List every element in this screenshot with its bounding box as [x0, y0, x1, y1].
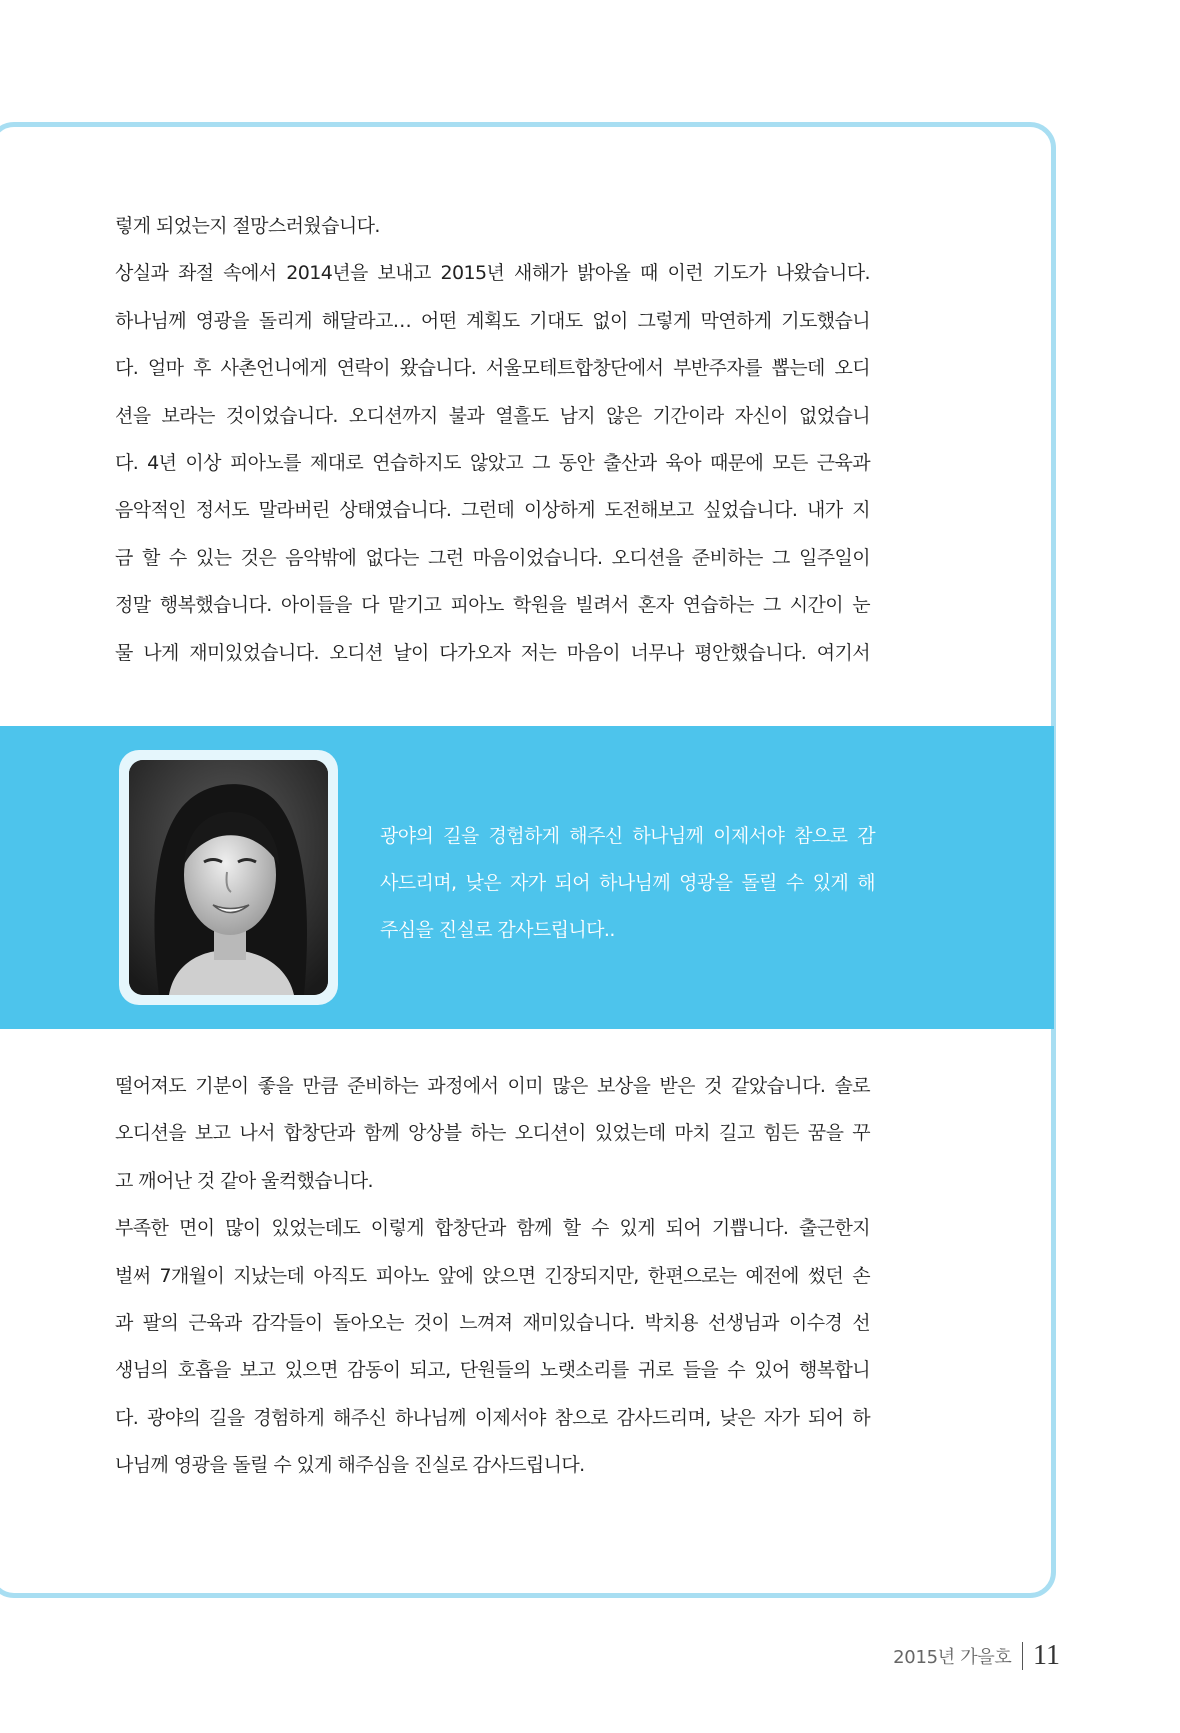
text-line: 다. 4년 이상 피아노를 제대로 연습하지도 않았고 그 동안 출산과 육아 때문에 모든 근육과 [115, 452, 870, 475]
text-line: 다. 얼마 후 사촌언니에게 연락이 왔습니다. 서울모테트합창단에서 부반주자를 뽑는데 오디 [115, 357, 870, 380]
footer-divider [1022, 1642, 1024, 1670]
text-line: 션을 보라는 것이었습니다. 오디션까지 불과 열흘도 남지 않은 기간이라 자신이 없었습니 [115, 404, 870, 427]
issue-label: 2015년 가을호 [893, 1647, 1012, 1668]
top-paragraph [115, 203, 870, 677]
text-line: 렇게 되었는지 절망스러웠습니다. [115, 215, 380, 237]
text-line: 고 깨어난 것 같아 울컥했습니다. [115, 1169, 374, 1192]
text-line: 과 팔의 근육과 감각들이 돌아오는 것이 느껴져 재미있습니다. 박치용 선생님과 이수경 선 [115, 1312, 870, 1335]
page-footer [893, 1640, 1060, 1672]
text-line: 생님의 호흡을 보고 있으면 감동이 되고, 단원들의 노랫소리를 귀로 들을 수 있어 행복합니 [115, 1359, 870, 1382]
text-line: 금 할 수 있는 것은 음악밖에 없다는 그런 마음이었습니다. 오디션을 준비하는 그 일주일이 [115, 546, 870, 569]
bottom-paragraph [115, 1063, 870, 1490]
text-line: 오디션을 보고 나서 합창단과 함께 앙상블 하는 오디션이 있었는데 마치 길고 힘든 꿈을 꾸 [115, 1122, 870, 1145]
text-line: 떨어져도 기분이 좋을 만큼 준비하는 과정에서 이미 많은 보상을 받은 것 같았습니다. 솔로 [115, 1075, 870, 1097]
portrait-frame [119, 750, 338, 1005]
portrait-photo [129, 760, 328, 995]
page-number: 11 [1033, 1640, 1060, 1671]
text-line: 다. 광야의 길을 경험하게 해주신 하나님께 이제서야 참으로 감사드리며, 낮은 자가 되어 하 [115, 1406, 870, 1429]
text-line: 하나님께 영광을 돌리게 해달라고… 어떤 계획도 기대도 없이 그렇게 막연하게 기도했습니 [115, 309, 870, 332]
text-line: 부족한 면이 많이 있었는데도 이렇게 합창단과 함께 할 수 있게 되어 기쁩니다. 출근한지 [115, 1217, 870, 1240]
text-line: 음악적인 정서도 말라버린 상태였습니다. 그런데 이상하게 도전해보고 싶었습니다. 내가 지 [115, 499, 870, 522]
text-line: 상실과 좌절 속에서 2014년을 보내고 2015년 새해가 밝아올 때 이런 기도가 나왔습니다. [115, 262, 870, 285]
text-line: 나님께 영광을 돌릴 수 있게 해주심을 진실로 감사드립니다. [115, 1454, 585, 1477]
text-line: 벌써 7개월이 지났는데 아직도 피아노 앞에 앉으면 긴장되지만, 한편으로는 예전에 썼던 손 [115, 1264, 870, 1287]
quote-line: 주심을 진실로 감사드립니다.. [380, 919, 615, 941]
quote-line: 사드리며, 낮은 자가 되어 하나님께 영광을 돌릴 수 있게 해 [380, 872, 875, 894]
quote-line: 광야의 길을 경험하게 해주신 하나님께 이제서야 참으로 감 [380, 825, 875, 847]
text-line: 물 나게 재미있었습니다. 오디션 날이 다가오자 저는 마음이 너무나 평안했습니다. 여기서 [115, 641, 870, 664]
text-line: 정말 행복했습니다. 아이들을 다 맡기고 피아노 학원을 빌려서 혼자 연습하는 그 시간이 눈 [115, 594, 870, 617]
pull-quote [380, 813, 875, 954]
